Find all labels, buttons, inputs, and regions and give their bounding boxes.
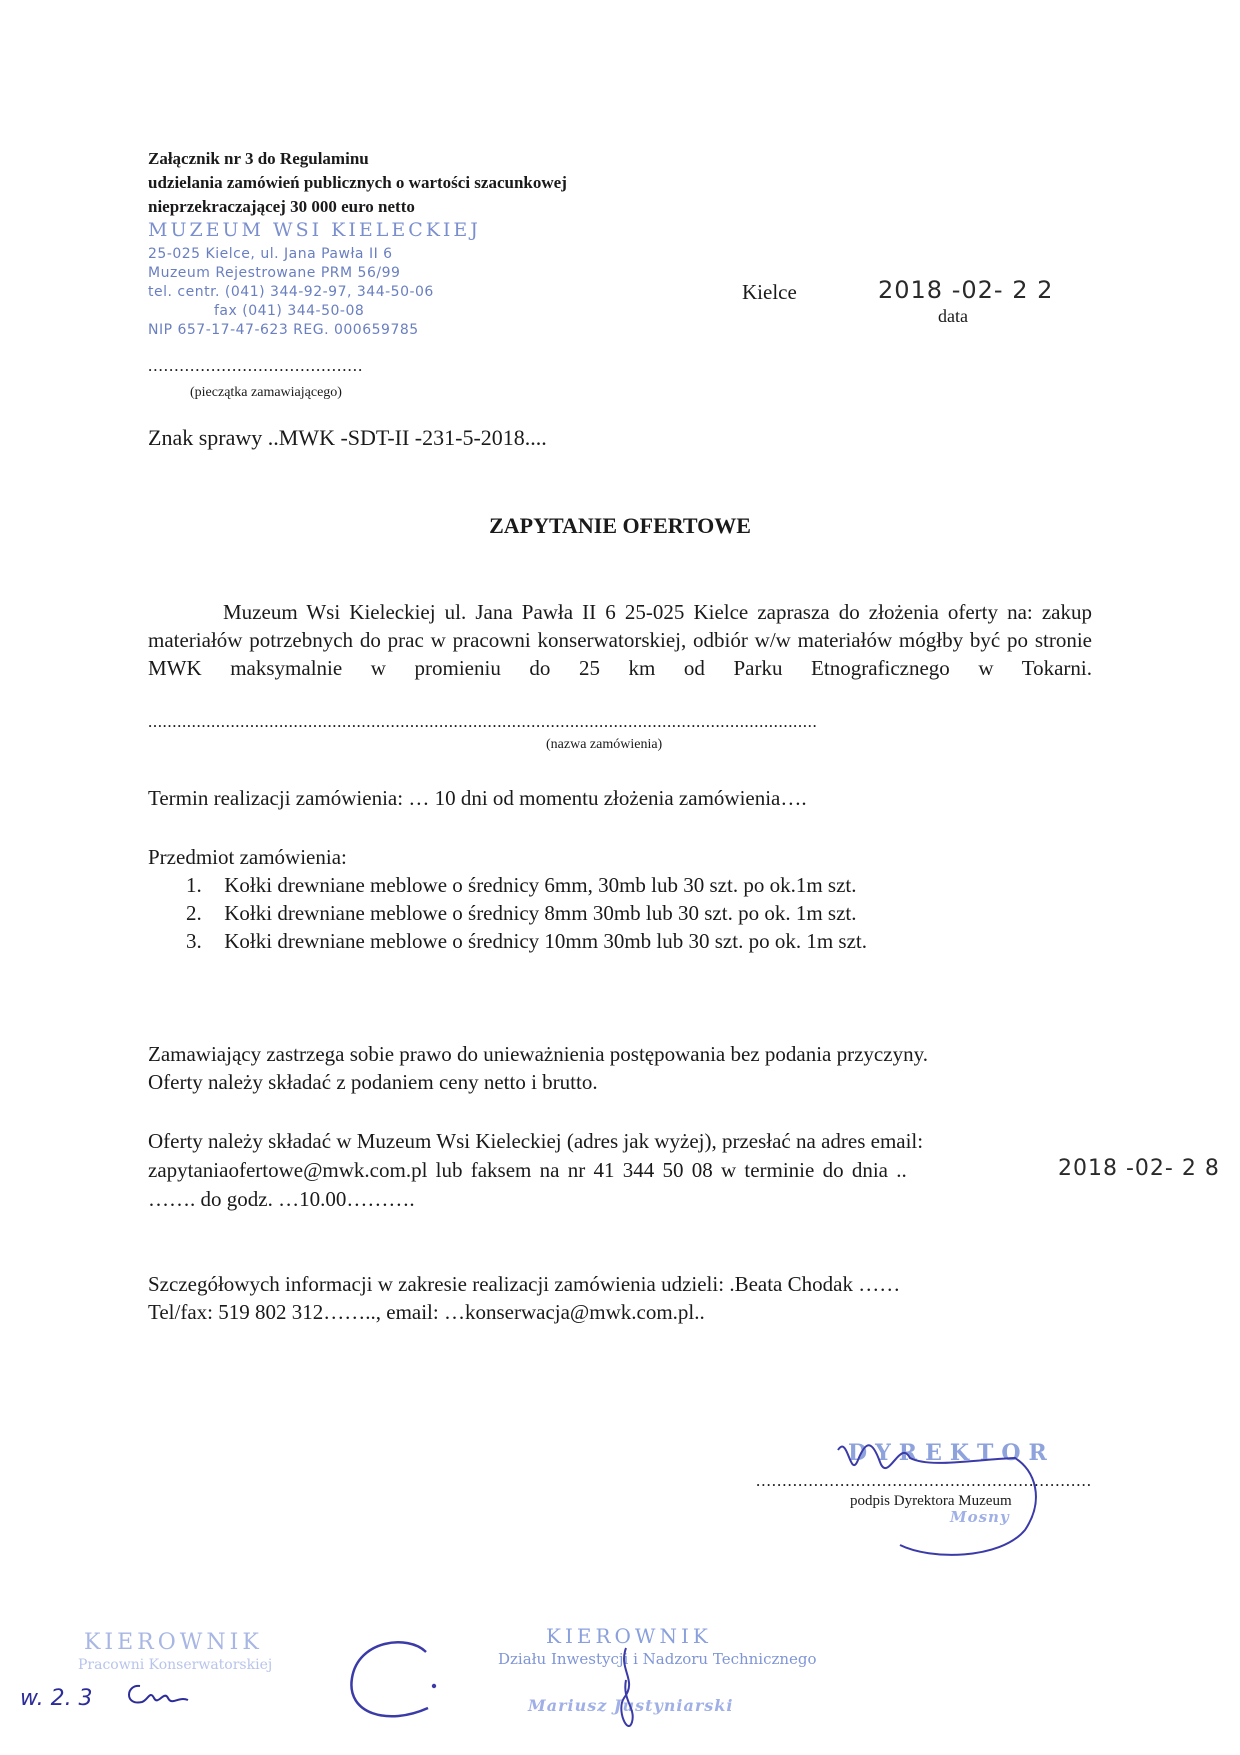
item-number: 2.	[186, 901, 202, 925]
date-caption: data	[938, 306, 968, 326]
intro-paragraph: Muzeum Wsi Kieleckiej ul. Jana Pawła II 6 25-025 Kielce zaprasza do złożenia oferty na: zakup materiałów potrzebnych do prac w pracowni konserwatorskiej, odbiór w/w materiałów mógłby być po stronie MWK maksymalnie w promieniu do 25 km od Parku Etnograficznego w Tokarni.	[148, 600, 1092, 680]
attachment-header-line1: Załącznik nr 3 do Regulaminu	[148, 149, 369, 168]
submission-line3: ……. do godz. …10.00……….	[148, 1187, 415, 1211]
stamp-fax: fax (041) 344-50-08	[214, 303, 365, 319]
place: Kielce	[742, 280, 797, 304]
submission-line2	[148, 1156, 1048, 1184]
item-text: Kołki drewniane meblowe o średnicy 8mm 30mb lub 30 szt. po ok. 1m szt.	[224, 901, 857, 925]
stamp-museum-name: MUZEUM WSI KIELECKIEJ	[148, 219, 481, 241]
bottom-left-handwritten-date: w. 2. 3	[20, 1686, 93, 1711]
signature-caption: podpis Dyrektora Muzeum	[850, 1493, 1012, 1509]
attachment-header-line3: nieprzekraczającej 30 000 euro netto	[148, 197, 415, 216]
list-item	[186, 927, 867, 955]
director-name-stamp: Mosny	[950, 1508, 1010, 1526]
submission-line2-text: zapytaniaofertowe@mwk.com.pl lub faksem na nr 41 344 50 08 w terminie do dnia ..	[148, 1158, 907, 1182]
document-title	[0, 513, 1240, 539]
item-number: 1.	[186, 873, 202, 897]
bottom-right-stamp-line: Działu Inwestycji i Nadzoru Technicznego	[498, 1650, 817, 1668]
deadline-line: Termin realizacji zamówienia: … 10 dni od momentu złożenia zamówienia….	[148, 786, 807, 810]
contact-line1: Szczegółowych informacji w zakresie realizacji zamówienia udzieli: .Beata Chodak ……	[148, 1272, 901, 1296]
date-handwritten: 2018 -02- 2 2	[878, 276, 1054, 304]
document-title-text: ZAPYTANIE OFERTOWE	[489, 513, 751, 538]
case-number: Znak sprawy ..MWK -SDT-II -231-5-2018....	[148, 425, 547, 450]
stamp-phone: tel. centr. (041) 344-92-97, 344-50-06	[148, 284, 434, 300]
bottom-left-stamp-line: Pracowni Konserwatorskiej	[78, 1657, 273, 1673]
bottom-right-stamp-title: KIEROWNIK	[546, 1624, 712, 1648]
item-number: 3.	[186, 929, 202, 953]
stamp-registry: Muzeum Rejestrowane PRM 56/99	[148, 265, 401, 281]
list-item	[186, 899, 857, 927]
bottom-right-stamp-name: Mariusz Justyniarski	[528, 1696, 734, 1715]
stamp-ids: NIP 657-17-47-623 REG. 000659785	[148, 322, 419, 338]
submission-line1: Oferty należy składać w Muzeum Wsi Kieleckiej (adres jak wyżej), przesłać na adres email:	[148, 1129, 924, 1153]
stamp-caption: (pieczątka zamawiającego)	[190, 385, 342, 400]
item-text: Kołki drewniane meblowe o średnicy 10mm 30mb lub 30 szt. po ok. 1m szt.	[224, 929, 867, 953]
order-name-caption: (nazwa zamówienia)	[546, 737, 663, 752]
director-signature-icon	[820, 1420, 1050, 1570]
reservation-line2: Oferty należy składać z podaniem ceny netto i brutto.	[148, 1070, 598, 1094]
bottom-right-signature-icon	[596, 1640, 656, 1740]
signature-dotted-line: ................................................................	[756, 1471, 1092, 1490]
stamp-address: 25-025 Kielce, ul. Jana Pawła II 6	[148, 246, 393, 262]
bottom-left-signature-icon	[118, 1676, 198, 1716]
stamp-dotted-line: .........................................	[148, 356, 364, 375]
list-item	[186, 871, 857, 899]
director-stamp-title: DYREKTOR	[848, 1440, 1055, 1466]
reservation-line1: Zamawiający zastrzega sobie prawo do unieważnienia postępowania bez podania przyczyny.	[148, 1042, 928, 1066]
item-text: Kołki drewniane meblowe o średnicy 6mm, 30mb lub 30 szt. po ok.1m szt.	[224, 873, 857, 897]
initial-signature-icon	[338, 1634, 448, 1734]
contact-line2: Tel/fax: 519 802 312…….., email: …konserwacja@mwk.com.pl..	[148, 1300, 705, 1324]
submission-date-handwritten: 2018 -02- 2 8	[1058, 1156, 1220, 1181]
order-name-dotted-line: ..........................................................................................................................................	[148, 712, 818, 731]
bottom-left-stamp-title: KIEROWNIK	[84, 1630, 263, 1655]
subject-heading: Przedmiot zamówienia:	[148, 845, 347, 869]
attachment-header-line2: udzielania zamówień publicznych o wartości szacunkowej	[148, 173, 567, 192]
